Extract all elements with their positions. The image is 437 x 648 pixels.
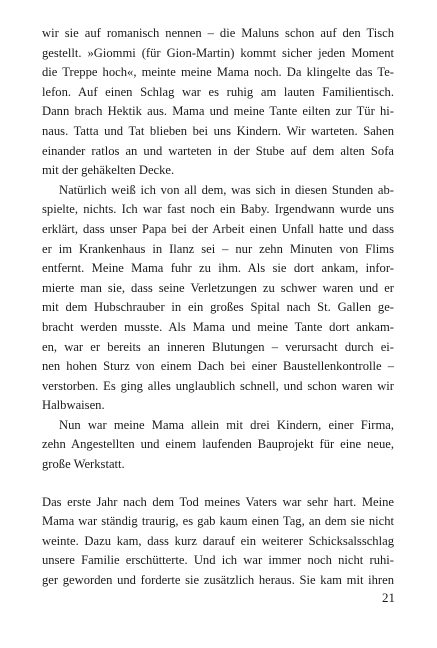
text-line: erklärt, dass unser Papa bei der Arbeit einen Unfall hatte und dass — [42, 221, 394, 236]
text-line: die Treppe hoch«, meinte meine Mama noch. Da klingelte das Te- — [42, 65, 394, 80]
paragraph — [42, 493, 394, 591]
text-line: en, war er bereits an inneren Blutungen – verursacht durch ei- — [42, 339, 394, 354]
text-line: einander ratlos an und warteten in der Stube auf dem alten Sofa — [42, 143, 394, 158]
text-line: Dann brach Hektik aus. Mama und meine Tante eilten zur Tür hi- — [42, 104, 394, 119]
text-line: entfernt. Meine Mama fuhr zu ihm. Als sie dort ankam, infor- — [42, 261, 394, 276]
text-line: naus. Tatta und Tat blieben bei uns Kindern. Wir warteten. Sahen — [42, 123, 394, 138]
text-line: Das erste Jahr nach dem Tod meines Vaters war sehr hart. Meine — [42, 494, 394, 509]
text-line: spielte, nichts. Ich war fast noch ein Baby. Irgendwann wurde uns — [42, 202, 394, 217]
text-line: mit dem Hubschrauber in ein großes Spital nach St. Gallen ge- — [42, 300, 394, 315]
text-line: weinte. Dazu kam, dass kurz darauf ein weiterer Schicksalsschlag — [42, 533, 394, 548]
text-line: er im Krankenhaus in Ilanz sei – nur zehn Minuten von Flims — [42, 241, 394, 256]
text-line: mit der gehäkelten Decke. — [42, 163, 175, 178]
body-text — [42, 24, 394, 591]
text-line: gestellt. »Giommi (für Gion-Martin) kommt sicher jeden Moment — [42, 45, 394, 60]
text-line: mierte man sie, dass seine Verletzungen zu schwer waren und er — [42, 280, 394, 295]
section-break — [42, 475, 394, 493]
text-line: große Werkstatt. — [42, 457, 125, 472]
text-line: zehn Angestellten und einem laufenden Bauprojekt für eine neue, — [42, 437, 394, 452]
text-line: wir sie auf romanisch nennen – die Maluns schon auf den Tisch — [42, 26, 394, 40]
text-line: Halbwaisen. — [42, 398, 105, 413]
text-line: Natürlich weiß ich von all dem, was sich in diesen Stunden ab- — [59, 182, 394, 197]
text-line: nen hohen Sturz von einem Dach bei einer Baustellenkontrolle – — [42, 359, 394, 374]
text-line: unsere Familie erschütterte. Und ich war immer noch nicht ruhi- — [42, 553, 394, 568]
page-number: 21 — [382, 590, 395, 605]
text-line: Mama war ständig traurig, es gab kaum einen Tag, an dem sie nicht — [42, 514, 394, 529]
text-line: bracht werden musste. Als Mama und meine Tante dort ankam- — [42, 319, 394, 334]
paragraph — [42, 181, 394, 416]
text-line: verstorben. Es ging alles unglaublich schnell, und schon waren wir — [42, 378, 394, 393]
text-line: Nun war meine Mama allein mit drei Kindern, einer Firma, — [59, 417, 394, 432]
paragraph — [42, 416, 394, 475]
text-line: lefon. Auf einen Schlag war es ruhig am lauten Familientisch. — [42, 84, 394, 99]
book-page — [42, 24, 394, 591]
text-line: ger geworden und forderte sie zusätzlich heraus. Sie kam mit ihren — [42, 573, 394, 588]
paragraph — [42, 24, 394, 181]
